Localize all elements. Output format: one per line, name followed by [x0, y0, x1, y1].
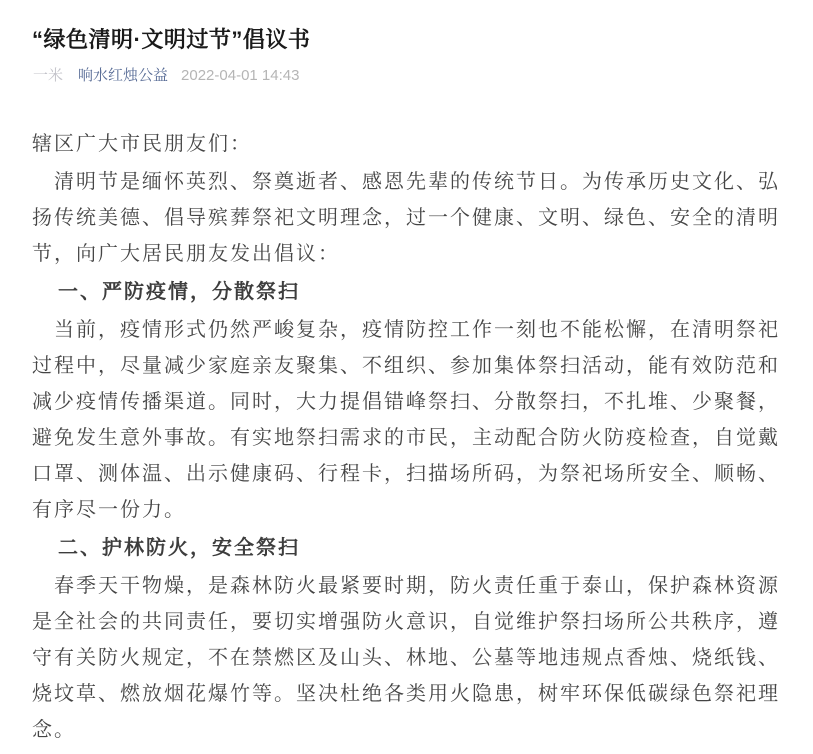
publish-timestamp: 2022-04-01 14:43 [181, 67, 300, 84]
intro-paragraph: 清明节是缅怀英烈、祭奠逝者、感恩先辈的传统节日。为传承历史文化、弘扬传统美德、倡导殡葬祭祀文明理念，过一个健康、文明、绿色、安全的清明节，向广大居民朋友发出倡议： [32, 171, 780, 265]
section-1-paragraph: 当前，疫情形式仍然严峻复杂，疫情防控工作一刻也不能松懈，在清明祭祀过程中，尽量减少家庭亲友聚集、不组织、参加集体祭扫活动，能有效防范和减少疫情传播渠道。同时，大力提倡错峰祭扫、分散祭扫，不扎堆、少聚餐，避免发生意外事故。有实地祭扫需求的市民，主动配合防火防疫检查，自觉戴口罩、测体温、出示健康码、行程卡，扫描场所码，为祭祀场所安全、顺畅、有序尽一份力。 [32, 319, 780, 521]
byline [33, 66, 783, 86]
article-body [32, 126, 783, 748]
salutation-paragraph: 辖区广大市民朋友们： [32, 133, 252, 155]
section-2-paragraph: 春季天干物燥，是森林防火最紧要时期，防火责任重于泰山，保护森林资源是全社会的共同责任，要切实增强防火意识，自觉维护祭扫场所公共秩序，遵守有关防火规定，不在禁燃区及山头、林地、公墓等地违规点香烛、烧纸钱、烧坟草、燃放烟花爆竹等。坚决杜绝各类用火隐患，树牢环保低碳绿色祭祀理念。 [32, 575, 780, 741]
section-2-heading: 二、护林防火，安全祭扫 [58, 537, 300, 559]
account-name-link[interactable]: 响水红烛公益 [78, 67, 169, 84]
section-1-heading: 一、严防疫情，分散祭扫 [58, 281, 300, 303]
article-title: “绿色清明·文明过节”倡议书 [32, 27, 311, 52]
author-name: 一米 [33, 67, 64, 84]
